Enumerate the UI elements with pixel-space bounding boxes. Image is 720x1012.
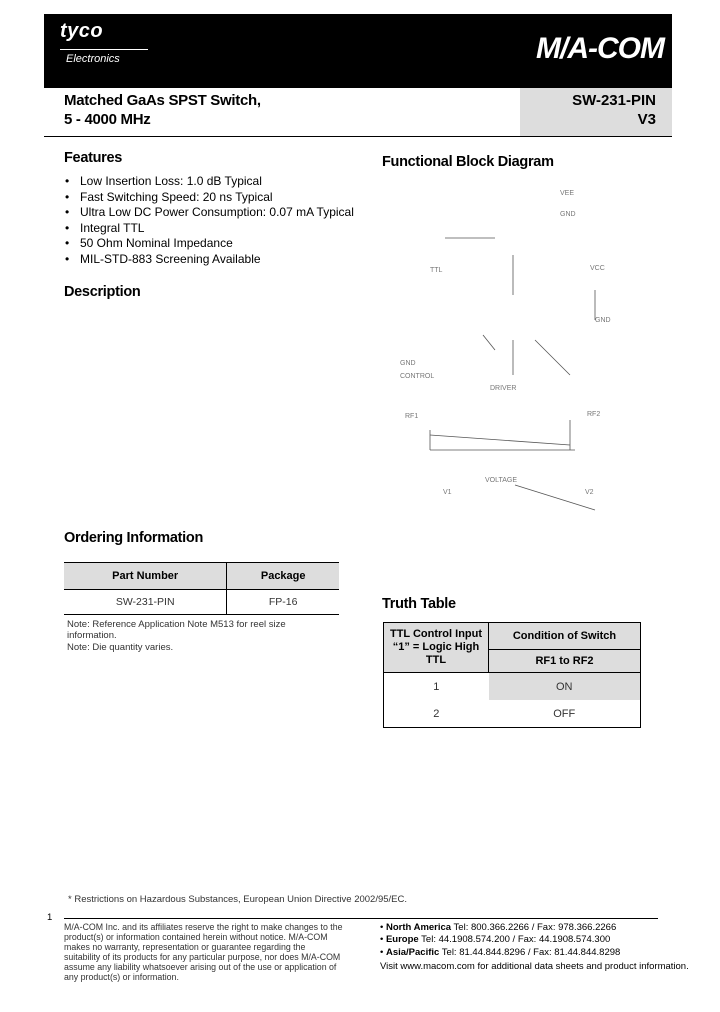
diagram-label: GND [595,317,611,324]
product-title [64,91,261,129]
feature-item: • Low Insertion Loss: 1.0 dB Typical [65,174,262,188]
feature-item: • Ultra Low DC Power Consumption: 0.07 mA Typical [65,205,354,220]
diagram-label: GND [560,211,576,218]
truth-table-heading: Truth Table [382,596,456,612]
truth-col-header: Condition of Switch [489,623,641,650]
table-cell: FP-16 [227,590,339,615]
diagram-label: V2 [585,489,594,496]
ordering-col-header: Part Number [64,563,227,590]
contact-asia-pacific: • Asia/Pacific Tel: 81.44.844.8296 / Fax: 81.44.844.8298 [380,946,621,958]
diagram-label: RF1 [405,413,419,420]
table-cell: 2 [433,707,440,720]
block-diagram-heading: Functional Block Diagram [382,154,554,170]
website-link[interactable]: Visit www.macom.com for additional data sheets and product information. [380,960,689,972]
contact-europe: • Europe Tel: 44.1908.574.200 / Fax: 44.1908.574.300 [380,934,611,946]
diagram-label: DRIVER [490,385,517,392]
truth-table [383,622,641,728]
part-number-value: SW-231-PIN [572,92,656,109]
part-number [520,91,656,129]
features-heading: Features [64,150,123,166]
contact-info [380,922,689,973]
feature-item: • MIL-STD-883 Screening Available [65,251,261,266]
ordering-col-header: Package [227,563,339,590]
table-cell: ON [489,673,641,701]
ordering-table [64,562,339,615]
restriction-footnote: * Restrictions on Hazardous Substances, European Union Directive 2002/95/EC. [68,894,408,905]
title-divider [44,136,672,137]
product-title-line2: 5 - 4000 MHz [64,111,151,128]
contact-north-america: • North America Tel: 800.366.2266 / Fax: 978.366.2266 [380,922,617,933]
diagram-label: VCC [590,265,605,272]
feature-item: • 50 Ohm Nominal Impedance [65,236,233,251]
truth-header-row [384,623,641,650]
feature-item: • Integral TTL [65,220,145,235]
features-list [64,174,354,268]
table-row [384,700,641,728]
electronics-label: Electronics [66,53,120,65]
product-title-line1: Matched GaAs SPST Switch, [64,92,261,109]
table-row [384,673,641,701]
diagram-label: V1 [443,489,452,496]
diagram-line [430,435,570,445]
diagram-label: TTL [430,267,443,274]
macom-logo: M/A-COM [536,32,664,65]
diagram-label: CONTROL [400,373,435,380]
table-cell: SW-231-PIN [64,590,227,615]
diagram-label: VEE [560,190,575,197]
diagram-label: VOLTAGE [485,477,518,484]
table-row [64,590,339,615]
ordering-header-row [64,563,339,590]
disclaimer-text: M/A-COM Inc. and its affiliates reserve the right to make changes to the product(s) or information contained herein without notice. M/A-COM makes no warranty, representation or guarantee regarding the suitability of its products for any particular purpose, nor does M/A-COM assume any liability whatsoever arising out of the use or application of any product(s) or information. [64,922,343,982]
tyco-logo-rule [60,49,148,50]
description-heading: Description [64,284,141,300]
version-value: V3 [637,111,656,128]
truth-col-header: TTL Control Input “1” = Logic High TTL [384,623,489,673]
tyco-logo: tyco [60,20,104,42]
truth-col-subheader: RF1 to RF2 [489,650,641,673]
functional-block-diagram [395,180,635,520]
table-cell: 1 [433,680,440,693]
diagram-line [535,340,570,375]
ordering-heading: Ordering Information [64,530,204,546]
ordering-note: Note: Reference Application Note M513 for reel size information. [67,619,286,641]
diagram-line [483,335,495,350]
diagram-label: RF2 [587,411,601,418]
diagram-line [515,485,595,510]
table-cell: OFF [553,707,576,720]
footer-divider [64,918,658,919]
ordering-note: Note: Die quantity varies. [67,642,174,653]
feature-item: • Fast Switching Speed: 20 ns Typical [65,189,273,204]
page-number: 1 [47,912,53,923]
diagram-label: GND [400,360,416,367]
